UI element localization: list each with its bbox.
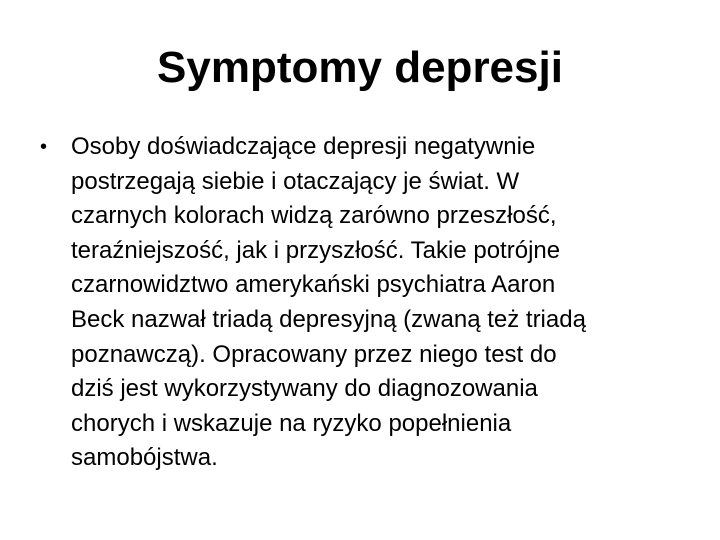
bullet-item (36, 130, 686, 476)
bullet-text-line: samobójstwa. (71, 444, 218, 472)
bullet-text-line: dziś jest wykorzystywany do diagnozowania (71, 375, 538, 403)
bullet-text-line: Osoby doświadczające depresji negatywnie (71, 133, 536, 160)
bullet-text-line: postrzegają siebie i otaczający je świat. W (71, 167, 520, 195)
bullet-text-line: czarnowidztwo amerykański psychiatra Aaron (71, 271, 556, 299)
bullet-text-line: poznawczą). Opracowany przez niego test do (71, 340, 557, 368)
bullet-text-line: czarnych kolorach widzą zarówno przeszłość, (71, 202, 557, 230)
bullet-list (36, 130, 686, 476)
bullet-text-line: Beck nazwał triadą depresyjną (zwaną też triadą (71, 305, 586, 333)
slide-title: Symptomy depresji (157, 43, 563, 92)
bullet-marker: • (40, 136, 48, 158)
bullet-text-line: chorych i wskazuje na ryzyko popełnienia (71, 409, 512, 437)
bullet-text-line: teraźniejszość, jak i przyszłość. Takie potrójne (71, 236, 561, 264)
